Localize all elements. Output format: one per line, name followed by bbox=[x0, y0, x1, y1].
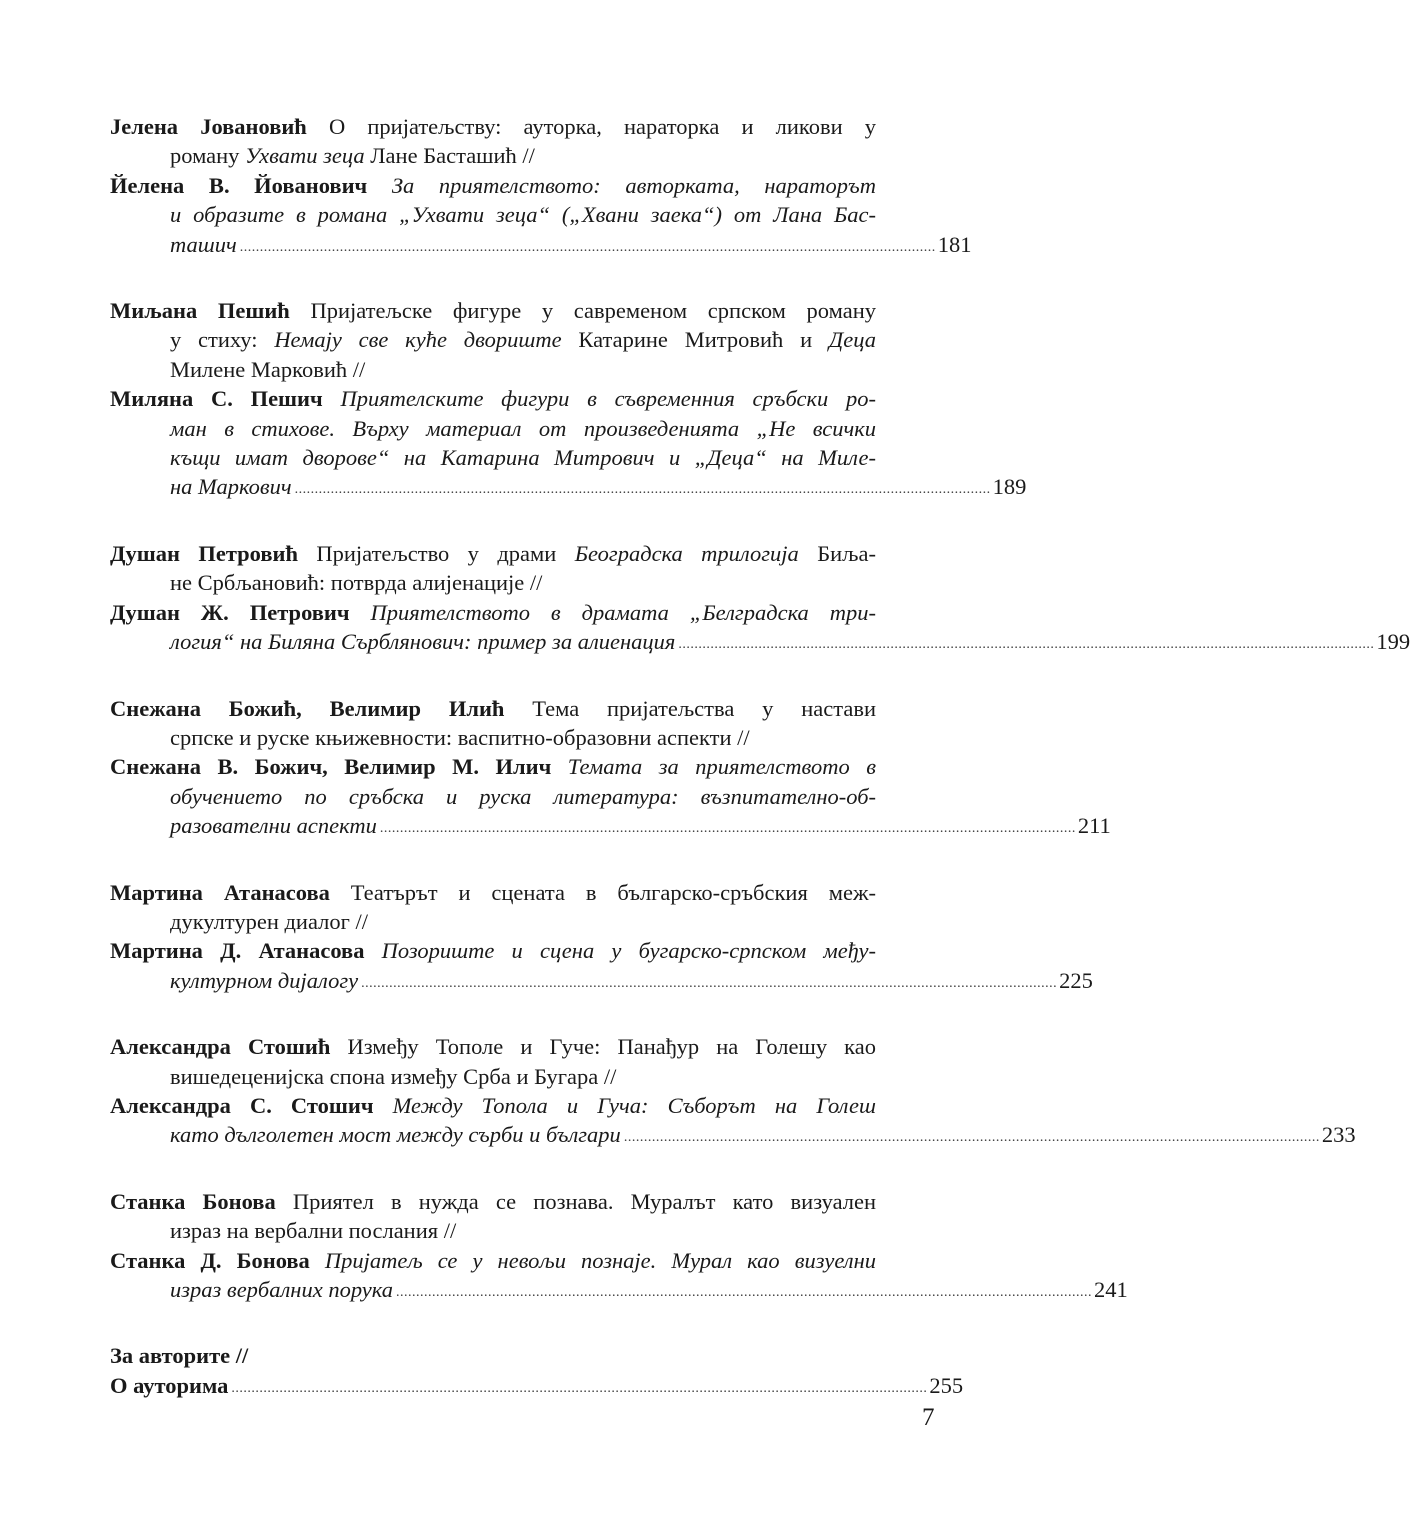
entry-title-serbian-line: дукултурен диалог // bbox=[170, 908, 368, 934]
author-name: Снежана Божић, Велимир Илић bbox=[110, 695, 505, 721]
author-name: Миляна С. Пешич bbox=[110, 386, 323, 412]
entry-title-bulgarian-line: обучението по сръбска и руска литература: възпитателно-об- bbox=[170, 783, 876, 809]
author-name: Снежана В. Божич, Велимир М. Илич bbox=[110, 754, 552, 780]
entry-title-serbian-line: Миљана Пешић Пријатељске фигуре у савременом српском роману bbox=[110, 298, 876, 324]
table-of-contents bbox=[110, 112, 1410, 1404]
author-name: Александра С. Стошич bbox=[110, 1092, 374, 1118]
entry-title-serbian-line: не Србљановић: потврда алијенације // bbox=[170, 570, 543, 596]
page-ref: 211 bbox=[1077, 813, 1111, 839]
dot-leader: .............................................................................................................................................................................. bbox=[239, 239, 936, 255]
dot-leader: .............................................................................................................................................................................. bbox=[231, 1380, 928, 1396]
entry-title-serbian-line: Александра Стошић Између Тополе и Гуче: Панађур на Голешу као bbox=[110, 1034, 876, 1060]
author-name: Јелена Јовановић bbox=[110, 114, 307, 139]
entry-title-bulgarian-line: Станка Д. Бонова Пријатељ се у невољи познаје. Мурал као визуелни bbox=[110, 1247, 876, 1273]
dot-leader: .............................................................................................................................................................................. bbox=[379, 821, 1076, 837]
dot-leader: .............................................................................................................................................................................. bbox=[678, 637, 1375, 653]
page-ref: 225 bbox=[1059, 967, 1093, 993]
author-name: Александра Стошић bbox=[110, 1034, 331, 1060]
author-name: Мартина Д. Атанасова bbox=[110, 938, 365, 964]
author-name: Душан Ж. Петрович bbox=[110, 599, 350, 625]
page-number: 7 bbox=[922, 1404, 935, 1431]
toc-entry bbox=[110, 1187, 1128, 1309]
author-name: Станка Бонова bbox=[110, 1188, 276, 1214]
entry-title-bulgarian-line: Миляна С. Пешич Приятелските фигури в съвременния сръбски ро- bbox=[110, 386, 876, 412]
page-ref: 181 bbox=[937, 231, 972, 257]
entry-title-serbian-line: израз на вербални послания // bbox=[170, 1218, 457, 1244]
author-name: Мартина Атанасова bbox=[110, 879, 330, 905]
entry-title-serbian-line: Милене Марковић // bbox=[170, 356, 366, 382]
entry-title-bulgarian-line: Душан Ж. Петрович Приятелството в драмата „Белградска три- bbox=[110, 599, 876, 625]
toc-entry bbox=[110, 296, 1027, 506]
toc-leader-line[interactable]: логия“ на Биляна Сърблянович: пример за алиенация .............................................................................................................................................................................. 199 bbox=[110, 627, 843, 660]
author-name: Душан Петровић bbox=[110, 540, 298, 566]
entry-title-bulgarian-line: ман в стихове. Върху материал от произведенията „Не всички bbox=[170, 415, 876, 441]
toc-entry bbox=[110, 112, 972, 263]
toc-entry bbox=[110, 878, 1093, 1000]
entry-title-serbian-line: Душан Петровић Пријатељство у драми Београдска трилогија Биља- bbox=[110, 540, 876, 566]
dot-leader: .............................................................................................................................................................................. bbox=[396, 1285, 1092, 1300]
section-title-serbian: О ауторима bbox=[110, 1372, 229, 1398]
author-name: Миљана Пешић bbox=[110, 298, 290, 324]
entry-title-bulgarian-line: Мартина Д. Атанасова Позориште и сцена у бугарско-српском међу- bbox=[110, 938, 876, 964]
entry-title-serbian-line: роману Ухвати зеца Лане Басташић // bbox=[170, 143, 535, 169]
toc-leader-line[interactable]: израз вербалних порука .............................................................................................................................................................................. 241 bbox=[110, 1275, 843, 1308]
page-ref: 241 bbox=[1094, 1277, 1128, 1302]
toc-leader-line[interactable]: като дълголетен мост между сърби и българи .............................................................................................................................................................................. 233 bbox=[110, 1120, 843, 1153]
page-ref: 189 bbox=[992, 474, 1027, 500]
toc-entry bbox=[110, 694, 1111, 845]
entry-title-serbian-line: Мартина Атанасова Театърът и сцената в българско-сръбския меж- bbox=[110, 879, 876, 905]
toc-leader-line[interactable] bbox=[110, 1371, 964, 1404]
page-ref: 233 bbox=[1321, 1122, 1356, 1148]
entry-title-bulgarian-line: Александра С. Стошич Между Топола и Гуча: Съборът на Голеш bbox=[110, 1092, 876, 1118]
page-ref: 199 bbox=[1376, 629, 1410, 655]
entry-title-bulgarian-line: и образите в романа „Ухвати зеца“ („Хвани заека“) от Лана Бас- bbox=[170, 202, 876, 228]
toc-leader-line[interactable]: на Маркович .............................................................................................................................................................................. 189 bbox=[110, 472, 843, 505]
toc-leader-line[interactable]: културном дијалогу .............................................................................................................................................................................. 225 bbox=[110, 966, 843, 999]
entry-title-serbian-line: у стиху: Немају све куће двориште Катарине Митровић и Деца bbox=[170, 327, 876, 353]
entry-title-serbian-line: Станка Бонова Приятел в нужда се познава. Муралът като визуален bbox=[110, 1188, 877, 1214]
entry-title-bulgarian-line: Йелена В. Йованович За приятелството: авторката, нараторът bbox=[110, 172, 876, 198]
author-name: Йелена В. Йованович bbox=[110, 172, 368, 198]
dot-leader: .............................................................................................................................................................................. bbox=[623, 1130, 1320, 1146]
entry-title-bulgarian-line: Снежана В. Божич, Велимир М. Илич Темата за приятелството в bbox=[110, 754, 876, 780]
entry-title-serbian-line: Снежана Божић, Велимир Илић Тема пријатељства у настави bbox=[110, 695, 876, 721]
author-name: Станка Д. Бонова bbox=[110, 1247, 310, 1273]
toc-leader-line[interactable]: ташич .............................................................................................................................................................................. 181 bbox=[110, 230, 843, 263]
dot-leader: .............................................................................................................................................................................. bbox=[294, 482, 991, 498]
section-title-bulgarian: За авторите // bbox=[110, 1343, 249, 1369]
entry-title-bulgarian-line: къщи имат дворове“ на Катарина Митрович и „Деца“ на Миле- bbox=[170, 445, 876, 471]
toc-entry bbox=[110, 1032, 1356, 1154]
page-ref: 255 bbox=[929, 1372, 964, 1398]
toc-entry-authors bbox=[110, 1341, 964, 1404]
dot-leader: .............................................................................................................................................................................. bbox=[361, 975, 1058, 991]
entry-title-serbian-line: вишедеценијска спона између Срба и Бугара // bbox=[170, 1063, 617, 1089]
entry-title-serbian-line: српске и руске књижевности: васпитно-образовни аспекти // bbox=[170, 724, 750, 750]
toc-entry bbox=[110, 539, 1410, 661]
entry-title-serbian-line: Јелена Јовановић О пријатељству: ауторка, нараторка и ликови у bbox=[110, 114, 876, 139]
toc-leader-line[interactable]: разователни аспекти .............................................................................................................................................................................. 211 bbox=[110, 811, 843, 844]
